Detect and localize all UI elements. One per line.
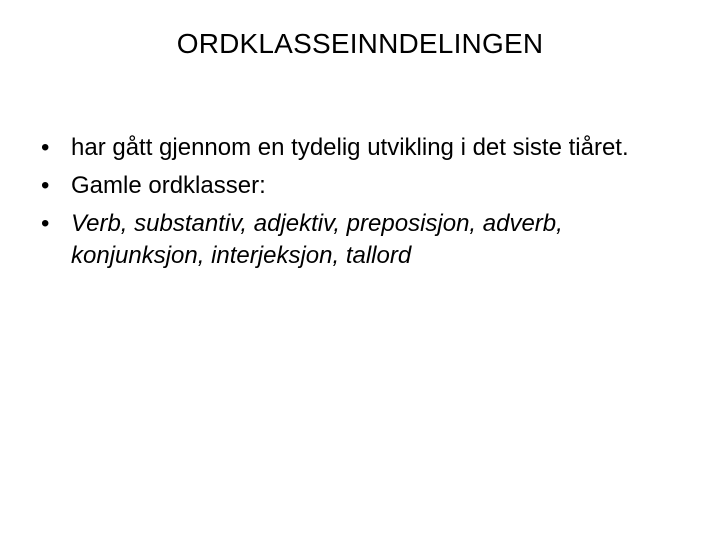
bullet-text-2: Gamle ordklasser: [71,172,266,199]
bullet-list [36,132,686,278]
bullet-item-1 [36,132,686,164]
bullet-marker-icon: • [41,172,50,199]
bullet-item-3 [36,208,686,272]
bullet-marker-icon: • [41,134,50,161]
bullet-text-3: Verb, substantiv, adjektiv, preposisjon, adverb, konjunksjon, interjeksjon, tallord [71,210,563,269]
slide-title: ORDKLASSEINNDELINGEN [176,28,544,59]
bullet-item-2 [36,170,686,202]
bullet-text-1: har gått gjennom en tydelig utvikling i det siste tiåret. [71,134,629,161]
bullet-marker-icon: • [41,210,50,237]
